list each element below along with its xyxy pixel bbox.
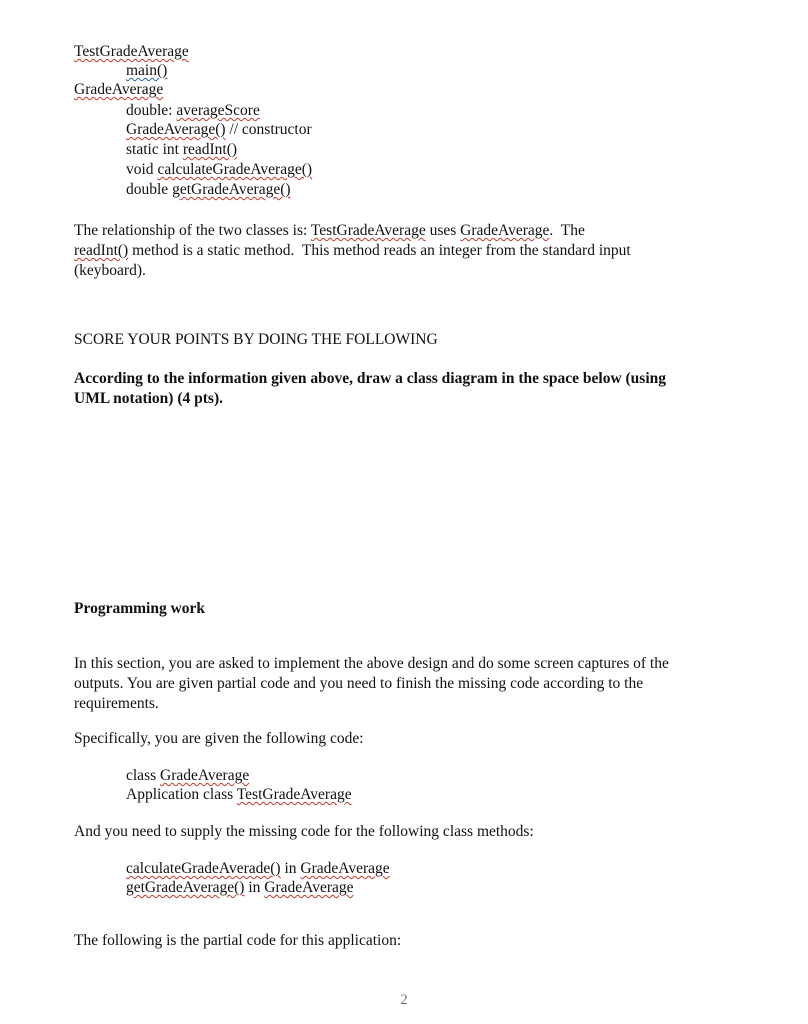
method-readint: static int readInt() [126,141,238,158]
relationship-line-2: readInt() method is a static method. This method reads an integer from the standard input [74,242,631,259]
class-testgradeaverage-name: TestGradeAverage [74,43,189,60]
method-getgradeaverage: double getGradeAverage() [126,181,291,198]
field-averagescore: double: averageScore [126,102,260,119]
score-heading: SCORE YOUR POINTS BY DOING THE FOLLOWING [74,331,438,348]
page-number: 2 [400,992,408,1008]
class-gradeaverage-name: GradeAverage [74,81,164,98]
supply-line-1: calculateGradeAverade() in GradeAverage [126,860,390,877]
method-calculategradeaverage: void calculateGradeAverage() [126,161,313,178]
uml-instruction: According to the information given above, draw a class diagram in the space below (using UML notation) (4 pts). [74,370,667,407]
supply-intro: And you need to supply the missing code for the following class methods: [74,823,534,840]
programming-heading: Programming work [74,600,206,617]
constructor-line: GradeAverage() // constructor [126,121,312,138]
given-application-line: Application class TestGradeAverage [126,786,352,803]
intro-paragraph: In this section, you are asked to implement the above design and do some screen captures of the outputs. You are given partial code and you need to finish the missing code according to the requirements. [74,655,669,712]
relationship-line-1: The relationship of the two classes is: TestGradeAverage uses GradeAverage. The [74,222,585,239]
partial-code-intro: The following is the partial code for this application: [74,932,402,949]
given-intro: Specifically, you are given the following code: [74,730,364,747]
given-class-line: class GradeAverage [126,767,250,784]
relationship-line-3: (keyboard). [74,262,146,279]
class-testgradeaverage-main: main() [126,62,168,79]
supply-line-2: getGradeAverage() in GradeAverage [126,879,354,896]
